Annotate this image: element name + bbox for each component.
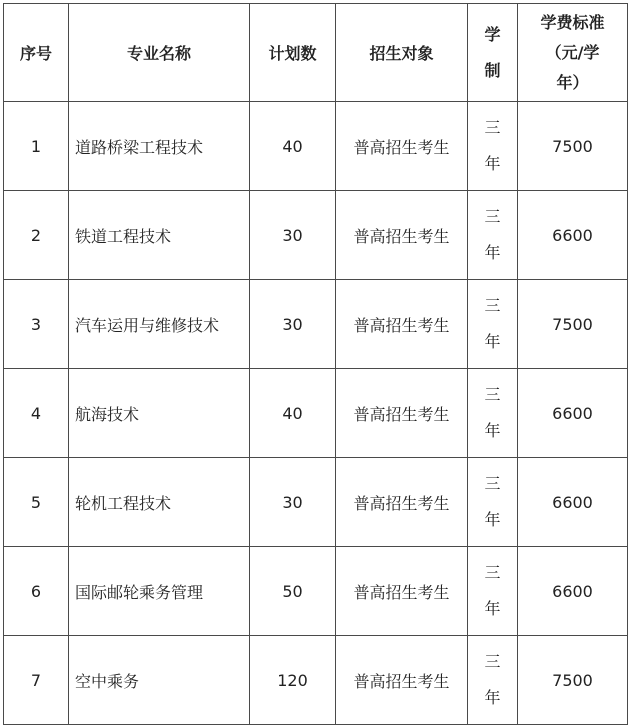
row-major: 铁道工程技术 (69, 191, 250, 280)
row-duration-bottom: 年 (484, 599, 501, 618)
row-target: 普高招生考生 (336, 102, 468, 191)
row-fee: 7500 (518, 636, 628, 725)
row-plan: 30 (250, 280, 336, 369)
header-duration-top: 学 (484, 24, 501, 44)
row-duration-top: 三 (484, 296, 501, 315)
header-index: 序号 (4, 4, 69, 102)
row-index: 3 (4, 280, 69, 369)
row-duration (468, 191, 518, 280)
table-row (4, 102, 628, 191)
row-major: 轮机工程技术 (69, 458, 250, 547)
row-target: 普高招生考生 (336, 547, 468, 636)
row-duration-top: 三 (484, 118, 501, 137)
row-index: 2 (4, 191, 69, 280)
enrollment-table (3, 3, 628, 725)
header-duration (468, 4, 518, 102)
header-fee-line1: 学费标准 (540, 12, 605, 32)
row-plan: 50 (250, 547, 336, 636)
row-duration (468, 102, 518, 191)
row-duration (468, 280, 518, 369)
header-duration-bottom: 制 (484, 60, 501, 80)
row-fee: 6600 (518, 458, 628, 547)
row-duration-bottom: 年 (484, 688, 501, 707)
row-target: 普高招生考生 (336, 636, 468, 725)
table-row (4, 636, 628, 725)
row-target: 普高招生考生 (336, 369, 468, 458)
row-index: 4 (4, 369, 69, 458)
row-fee: 6600 (518, 191, 628, 280)
row-index: 5 (4, 458, 69, 547)
row-target: 普高招生考生 (336, 191, 468, 280)
row-target: 普高招生考生 (336, 280, 468, 369)
row-major: 道路桥梁工程技术 (69, 102, 250, 191)
header-major: 专业名称 (69, 4, 250, 102)
table-row (4, 458, 628, 547)
row-plan: 40 (250, 369, 336, 458)
row-target: 普高招生考生 (336, 458, 468, 547)
header-fee (518, 4, 628, 102)
table-row (4, 191, 628, 280)
row-fee: 7500 (518, 102, 628, 191)
row-fee: 6600 (518, 369, 628, 458)
row-duration-bottom: 年 (484, 332, 501, 351)
row-major: 航海技术 (69, 369, 250, 458)
row-duration-top: 三 (484, 563, 501, 582)
row-duration-top: 三 (484, 385, 501, 404)
row-duration-top: 三 (484, 474, 501, 493)
row-duration-bottom: 年 (484, 510, 501, 529)
row-plan: 120 (250, 636, 336, 725)
row-major: 空中乘务 (69, 636, 250, 725)
row-plan: 30 (250, 458, 336, 547)
table-row (4, 280, 628, 369)
row-fee: 6600 (518, 547, 628, 636)
table-row (4, 547, 628, 636)
row-plan: 40 (250, 102, 336, 191)
header-fee-line3: 年） (556, 72, 589, 92)
row-duration-bottom: 年 (484, 243, 501, 262)
row-duration (468, 369, 518, 458)
row-major: 汽车运用与维修技术 (69, 280, 250, 369)
row-duration (468, 547, 518, 636)
row-duration-bottom: 年 (484, 154, 501, 173)
row-duration (468, 458, 518, 547)
row-duration-bottom: 年 (484, 421, 501, 440)
row-index: 6 (4, 547, 69, 636)
row-plan: 30 (250, 191, 336, 280)
header-fee-line2: （元/学 (545, 42, 600, 62)
row-duration-top: 三 (484, 207, 501, 226)
row-fee: 7500 (518, 280, 628, 369)
row-duration-top: 三 (484, 652, 501, 671)
header-target: 招生对象 (336, 4, 468, 102)
header-plan: 计划数 (250, 4, 336, 102)
table-row (4, 369, 628, 458)
row-duration (468, 636, 518, 725)
row-major: 国际邮轮乘务管理 (69, 547, 250, 636)
row-index: 7 (4, 636, 69, 725)
header-row (4, 4, 628, 102)
row-index: 1 (4, 102, 69, 191)
